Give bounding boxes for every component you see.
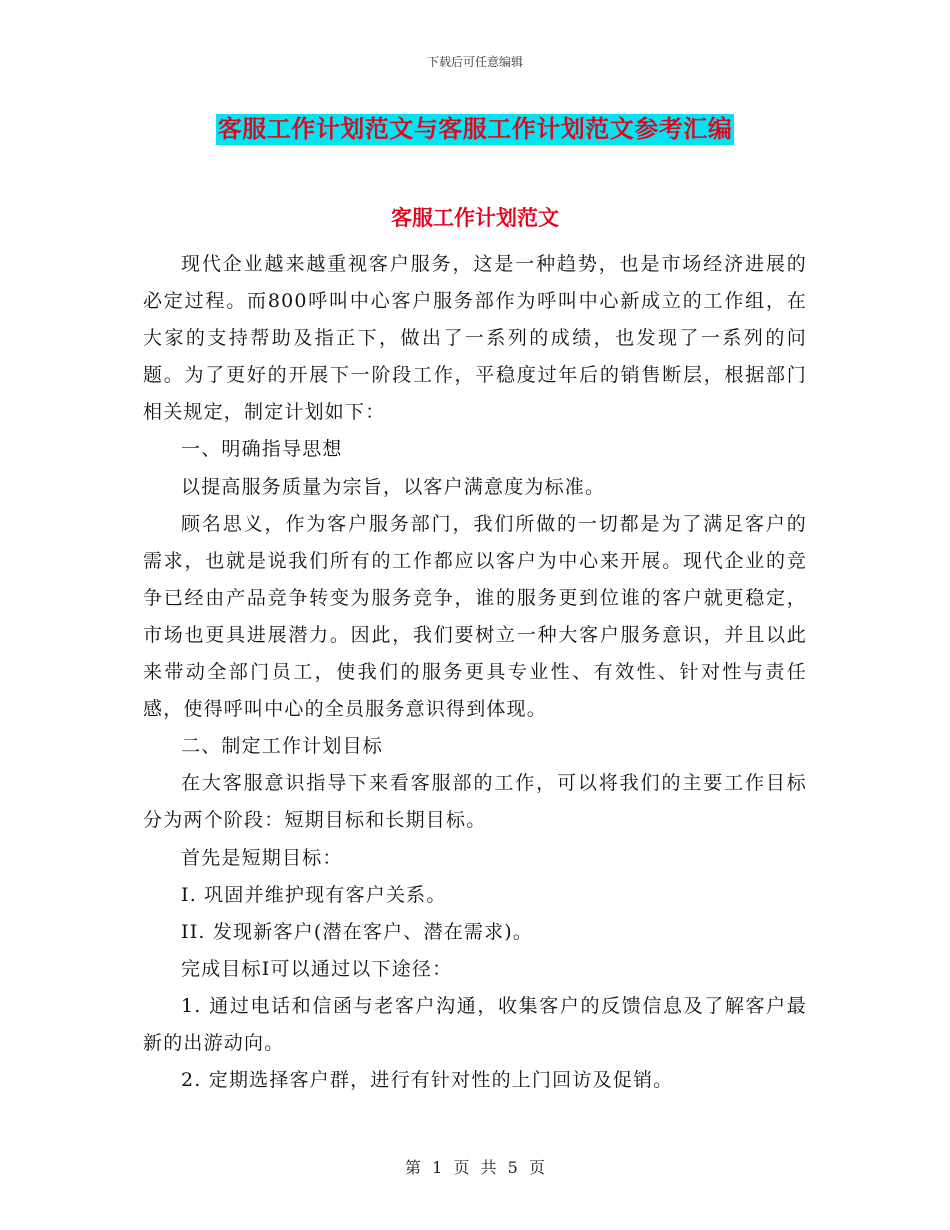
document-title: 客服工作计划范文与客服工作计划范文参考汇编 [217,115,733,143]
paragraph: 一、明确指导思想 [181,438,343,461]
header-note: 下载后可任意编辑 [426,55,523,69]
page-total: 5 [507,1158,518,1177]
document-body [143,246,807,1099]
paragraph: I. 巩固并维护现有客户关系。 [181,883,447,906]
paragraph: 顾名思义，作为客户服务部门，我们所做的一切都是为了满足客户的需求，也就是说我们所有的工作都应以客户为中心来开展。现代企业的竞争已经由产品竞争转变为服务竞争，谁的服务更到位谁的客户就更稳定，市场也更具进展潜力。因此，我们要树立一种大客户服务意识，并且以此来带动全部门员工，使我们的服务更具专业性、有效性、针对性与责任感，使得呼叫中心的全员服务意识得到体现。 [143,512,807,721]
paragraph: 完成目标I可以通过以下途径： [181,957,453,980]
total-unit: 页 [528,1158,545,1177]
paragraph: 在大客服意识指导下来看客服部的工作，可以将我们的主要工作目标分为两个阶段：短期目标和长期目标。 [143,772,807,832]
page-word: 第 [405,1158,422,1177]
section-title: 客服工作计划范文 [391,206,559,230]
page-current: 1 [432,1158,443,1177]
paragraph: 二、制定工作计划目标 [181,735,384,758]
document-title-container [0,114,950,145]
paragraph: 2. 定期选择客户群，进行有针对性的上门回访及促销。 [181,1069,674,1092]
paragraph: 首先是短期目标： [181,846,343,869]
paragraph: 现代企业越来越重视客户服务，这是一种趋势，也是市场经济进展的必定过程。而800呼叫中心客户服务部作为呼叫中心新成立的工作组，在大家的支持帮助及指正下，做出了一系列的成绩，也发现了一系列的问题。为了更好的开展下一阶段工作，平稳度过年后的销售断层，根据部门相关规定，制定计划如下： [143,253,807,424]
paragraph: II. 发现新客户(潜在客户、潜在需求)。 [181,920,534,943]
total-word: 共 [480,1158,497,1177]
page-footer [0,1155,950,1178]
paragraph: 1. 通过电话和信函与老客户沟通，收集客户的反馈信息及了解客户最新的出游动向。 [143,994,807,1054]
page-unit: 页 [453,1158,470,1177]
paragraph: 以提高服务质量为宗旨，以客户满意度为标准。 [181,475,606,498]
